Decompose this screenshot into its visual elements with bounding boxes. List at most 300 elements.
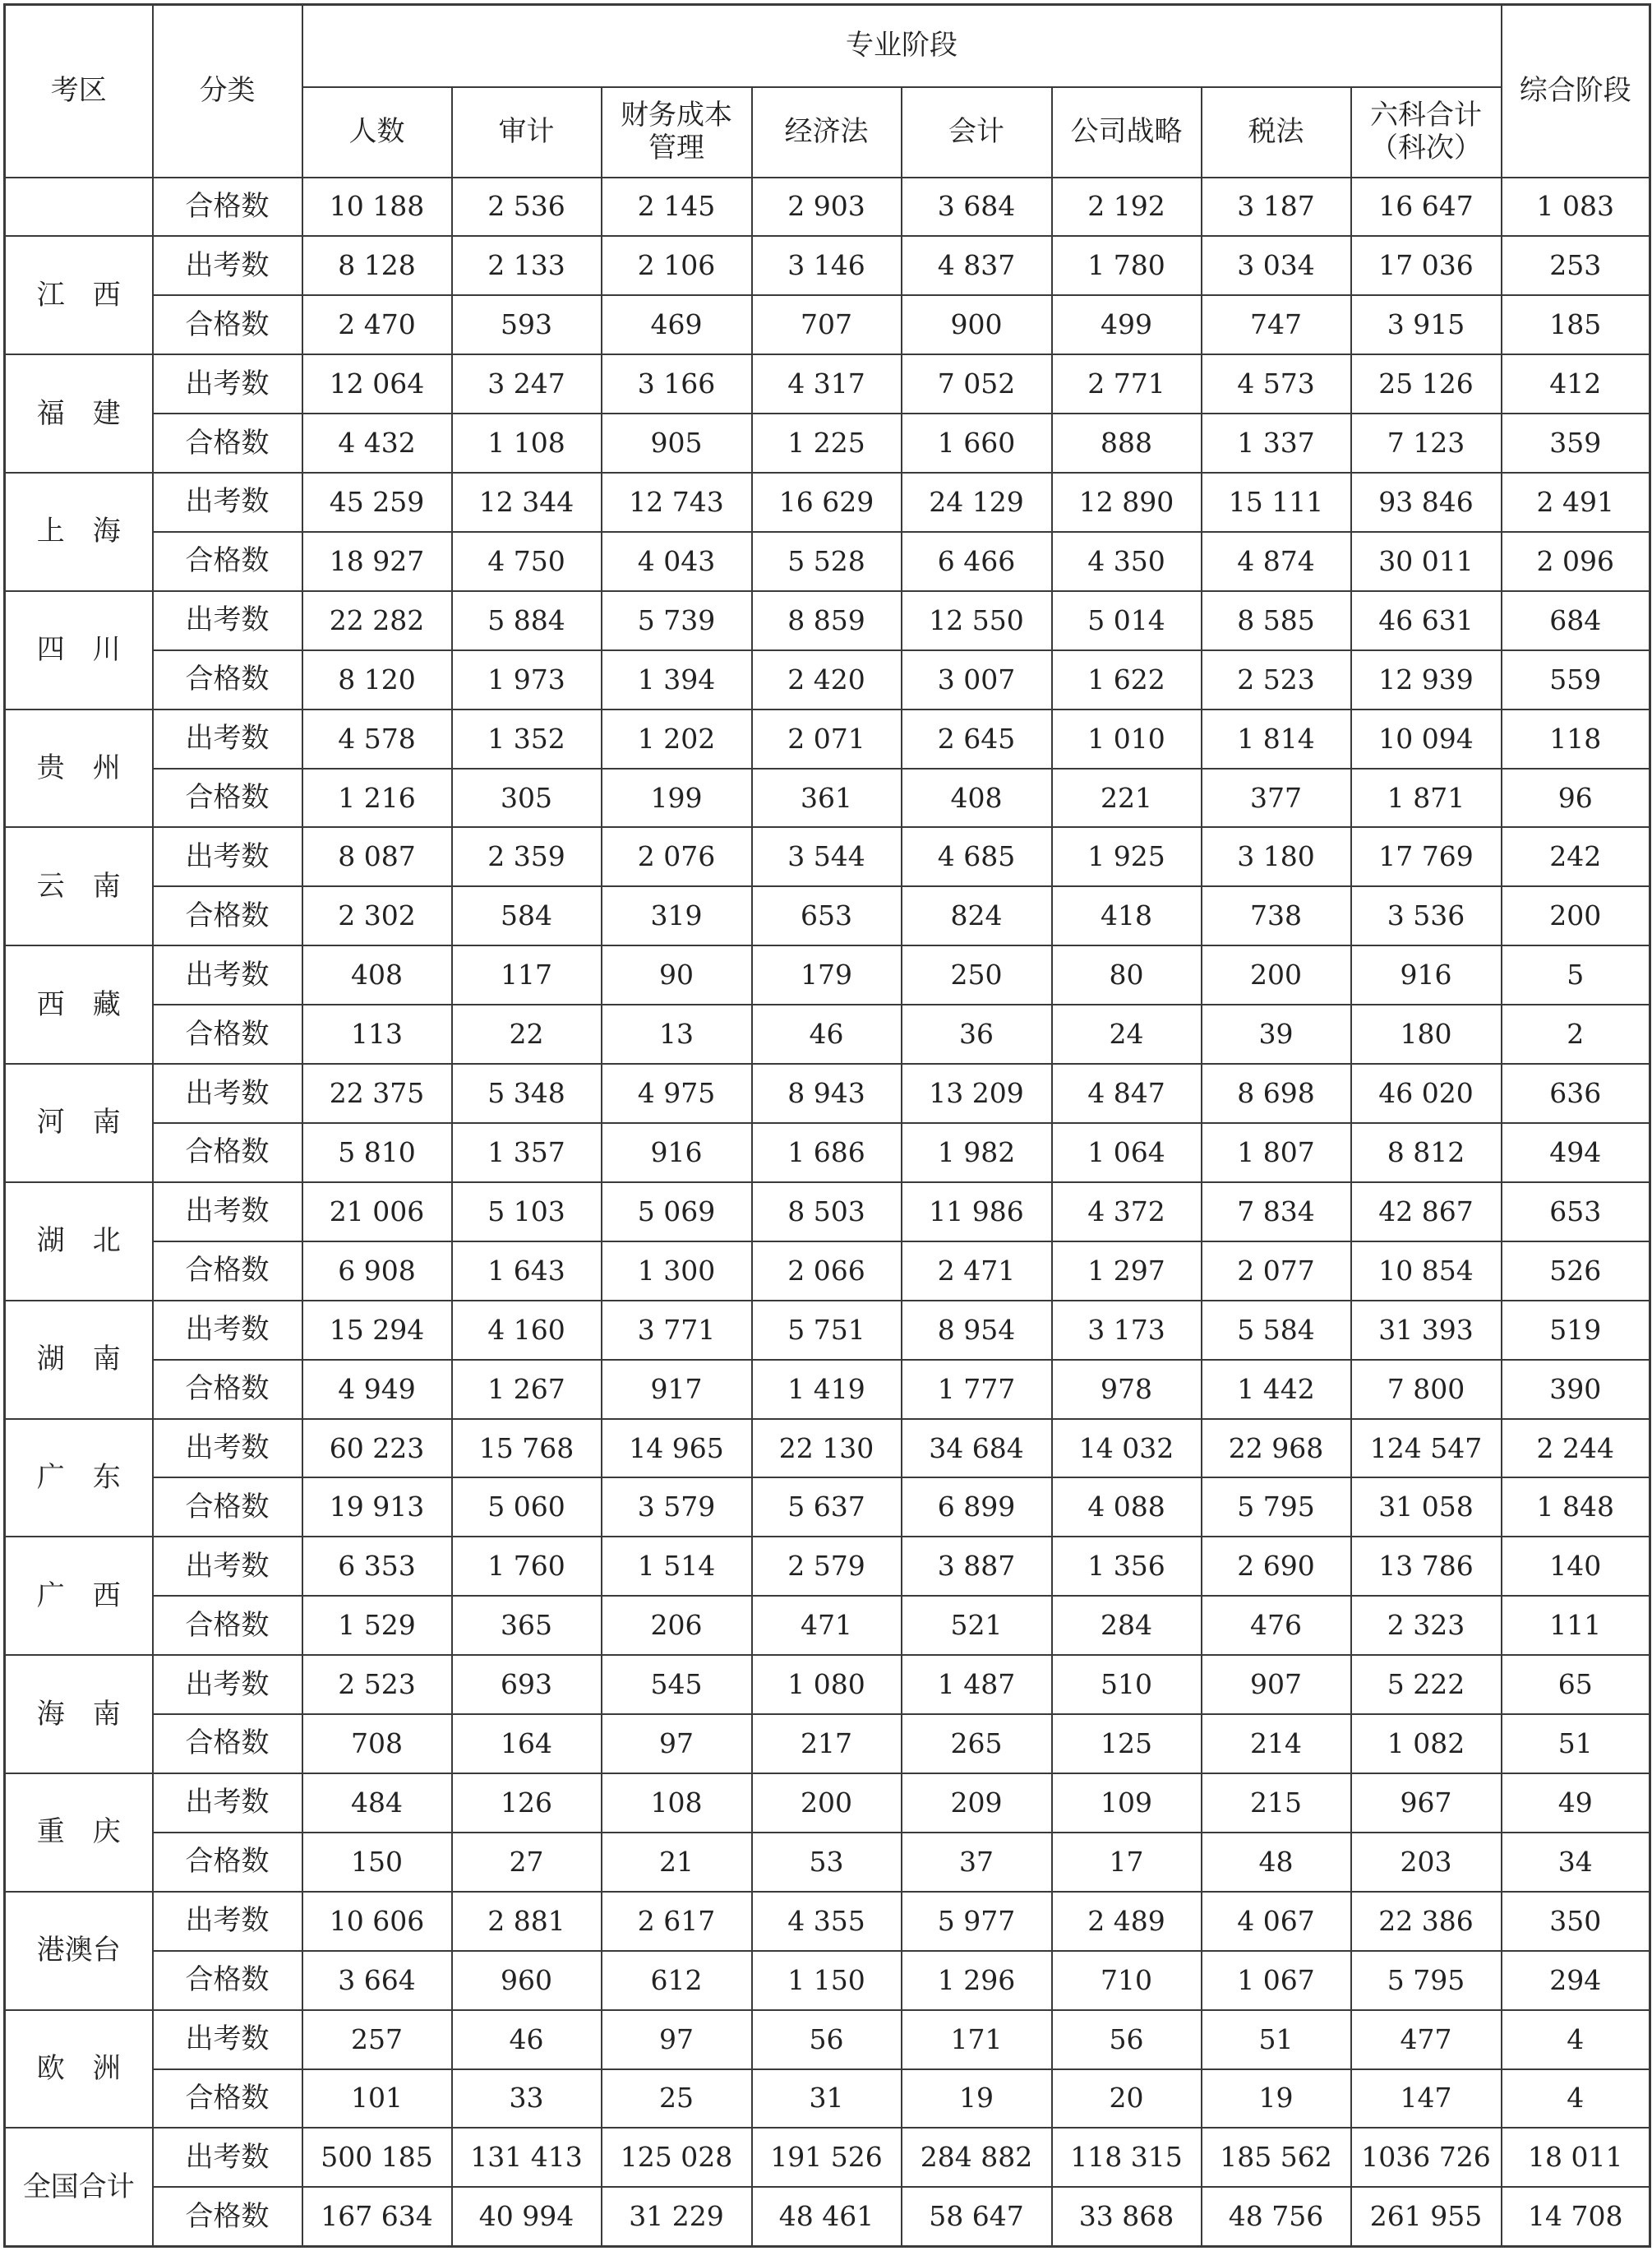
value-cell: 2 420 [752, 650, 902, 710]
table-row [5, 1301, 1650, 1360]
value-cell: 499 [1052, 295, 1202, 354]
column-header: 人数 [302, 87, 452, 178]
value-cell: 140 [1502, 1537, 1650, 1596]
value-cell: 42 867 [1351, 1182, 1502, 1241]
value-cell: 1 871 [1351, 769, 1502, 828]
value-cell: 33 [452, 2069, 602, 2129]
region-cell: 广 西 [5, 1537, 153, 1655]
value-cell: 250 [902, 945, 1052, 1005]
value-cell: 5 795 [1351, 1951, 1502, 2010]
value-cell: 261 955 [1351, 2187, 1502, 2246]
value-cell: 15 768 [452, 1419, 602, 1478]
region-cell: 福 建 [5, 354, 153, 473]
category-cell: 合格数 [153, 178, 302, 237]
category-cell: 出考数 [153, 236, 302, 295]
value-cell: 1 529 [302, 1596, 452, 1655]
value-cell: 978 [1052, 1360, 1202, 1419]
value-cell: 37 [902, 1833, 1052, 1892]
value-cell: 8 943 [752, 1064, 902, 1123]
column-header: 财务成本 管理 [602, 87, 752, 178]
category-cell: 合格数 [153, 295, 302, 354]
value-cell: 16 647 [1351, 178, 1502, 237]
value-cell: 209 [902, 1773, 1052, 1833]
value-cell: 905 [602, 414, 752, 473]
value-cell: 3 536 [1351, 886, 1502, 945]
table-row [5, 1477, 1650, 1537]
value-cell: 738 [1202, 886, 1351, 945]
column-header: 六科合计 （科次） [1351, 87, 1502, 178]
value-cell: 46 631 [1351, 591, 1502, 650]
value-cell: 5 795 [1202, 1477, 1351, 1537]
value-cell: 2 617 [602, 1892, 752, 1951]
value-cell: 19 913 [302, 1477, 452, 1537]
value-cell: 13 [602, 1005, 752, 1064]
region-cell: 海 南 [5, 1655, 153, 1773]
value-cell: 2 [1502, 1005, 1650, 1064]
value-cell: 888 [1052, 414, 1202, 473]
value-cell: 118 [1502, 710, 1650, 769]
value-cell: 4 949 [302, 1360, 452, 1419]
value-cell: 30 011 [1351, 532, 1502, 591]
category-cell: 出考数 [153, 2010, 302, 2069]
value-cell: 1 777 [902, 1360, 1052, 1419]
value-cell: 907 [1202, 1655, 1351, 1714]
value-cell: 4 847 [1052, 1064, 1202, 1123]
value-cell: 6 908 [302, 1241, 452, 1301]
value-cell: 1 487 [902, 1655, 1052, 1714]
value-cell: 46 [752, 1005, 902, 1064]
value-cell: 4 975 [602, 1064, 752, 1123]
category-cell: 出考数 [153, 710, 302, 769]
value-cell: 24 129 [902, 473, 1052, 532]
value-cell: 17 036 [1351, 236, 1502, 295]
table-row [5, 945, 1650, 1005]
value-cell: 39 [1202, 1005, 1351, 1064]
value-cell: 18 011 [1502, 2128, 1650, 2187]
value-cell: 253 [1502, 236, 1650, 295]
table-row [5, 1537, 1650, 1596]
value-cell: 5 884 [452, 591, 602, 650]
category-cell: 合格数 [153, 414, 302, 473]
value-cell: 3 544 [752, 827, 902, 886]
value-cell: 471 [752, 1596, 902, 1655]
category-cell: 出考数 [153, 1419, 302, 1478]
value-cell: 5 014 [1052, 591, 1202, 650]
value-cell: 150 [302, 1833, 452, 1892]
value-cell: 22 375 [302, 1064, 452, 1123]
category-cell: 合格数 [153, 886, 302, 945]
value-cell: 3 247 [452, 354, 602, 414]
value-cell: 710 [1052, 1951, 1202, 2010]
table-row [5, 1596, 1650, 1655]
value-cell: 1 622 [1052, 650, 1202, 710]
value-cell: 31 229 [602, 2187, 752, 2246]
table-row [5, 532, 1650, 591]
value-cell: 171 [902, 2010, 1052, 2069]
value-cell: 1 807 [1202, 1123, 1351, 1182]
value-cell: 12 064 [302, 354, 452, 414]
value-cell: 108 [602, 1773, 752, 1833]
value-cell: 916 [602, 1123, 752, 1182]
category-cell: 合格数 [153, 1951, 302, 2010]
value-cell: 7 834 [1202, 1182, 1351, 1241]
value-cell: 5 637 [752, 1477, 902, 1537]
value-cell: 1 925 [1052, 827, 1202, 886]
value-cell: 684 [1502, 591, 1650, 650]
region-cell: 欧 洲 [5, 2010, 153, 2129]
value-cell: 1 300 [602, 1241, 752, 1301]
value-cell: 593 [452, 295, 602, 354]
table-row [5, 769, 1650, 828]
region-cell: 贵 州 [5, 710, 153, 828]
value-cell: 1 660 [902, 414, 1052, 473]
value-cell: 4 750 [452, 532, 602, 591]
value-cell: 2 192 [1052, 178, 1202, 237]
category-cell: 出考数 [153, 1773, 302, 1833]
value-cell: 101 [302, 2069, 452, 2129]
column-header: 会计 [902, 87, 1052, 178]
value-cell: 2 489 [1052, 1892, 1202, 1951]
value-cell: 365 [452, 1596, 602, 1655]
category-cell: 出考数 [153, 1892, 302, 1951]
region-cell: 江 西 [5, 236, 153, 354]
table-row [5, 1892, 1650, 1951]
value-cell: 2 145 [602, 178, 752, 237]
value-cell: 7 800 [1351, 1360, 1502, 1419]
value-cell: 185 562 [1202, 2128, 1351, 2187]
value-cell: 2 523 [1202, 650, 1351, 710]
value-cell: 199 [602, 769, 752, 828]
region-cell: 重 庆 [5, 1773, 153, 1892]
table-row [5, 650, 1650, 710]
value-cell: 3 034 [1202, 236, 1351, 295]
value-cell: 4 350 [1052, 532, 1202, 591]
value-cell: 3 771 [602, 1301, 752, 1360]
value-cell: 7 052 [902, 354, 1052, 414]
value-cell: 1036 726 [1351, 2128, 1502, 2187]
value-cell: 510 [1052, 1655, 1202, 1714]
value-cell: 5 739 [602, 591, 752, 650]
header-comprehensive-stage: 综合阶段 [1502, 5, 1650, 178]
category-cell: 出考数 [153, 354, 302, 414]
value-cell: 118 315 [1052, 2128, 1202, 2187]
value-cell: 5 810 [302, 1123, 452, 1182]
value-cell: 2 881 [452, 1892, 602, 1951]
category-cell: 合格数 [153, 1005, 302, 1064]
category-cell: 出考数 [153, 1301, 302, 1360]
value-cell: 8 120 [302, 650, 452, 710]
value-cell: 418 [1052, 886, 1202, 945]
value-cell: 521 [902, 1596, 1052, 1655]
value-cell: 200 [752, 1773, 902, 1833]
value-cell: 2 536 [452, 178, 602, 237]
table-row [5, 1182, 1650, 1241]
value-cell: 4 088 [1052, 1477, 1202, 1537]
value-cell: 1 848 [1502, 1477, 1650, 1537]
value-cell: 3 146 [752, 236, 902, 295]
value-cell: 4 685 [902, 827, 1052, 886]
region-cell: 湖 北 [5, 1182, 153, 1301]
value-cell: 584 [452, 886, 602, 945]
value-cell: 53 [752, 1833, 902, 1892]
value-cell: 97 [602, 2010, 752, 2069]
table-row [5, 1064, 1650, 1123]
table-row [5, 1773, 1650, 1833]
value-cell: 5 751 [752, 1301, 902, 1360]
value-cell: 10 094 [1351, 710, 1502, 769]
value-cell: 1 419 [752, 1360, 902, 1419]
value-cell: 25 126 [1351, 354, 1502, 414]
value-cell: 1 064 [1052, 1123, 1202, 1182]
value-cell: 206 [602, 1596, 752, 1655]
value-cell: 408 [302, 945, 452, 1005]
value-cell: 125 [1052, 1714, 1202, 1773]
value-cell: 319 [602, 886, 752, 945]
category-cell: 合格数 [153, 1833, 302, 1892]
value-cell: 13 786 [1351, 1537, 1502, 1596]
value-cell: 8 087 [302, 827, 452, 886]
value-cell: 242 [1502, 827, 1650, 886]
value-cell: 1 686 [752, 1123, 902, 1182]
value-cell: 14 032 [1052, 1419, 1202, 1478]
value-cell: 284 [1052, 1596, 1202, 1655]
value-cell: 16 629 [752, 473, 902, 532]
region-cell: 港澳台 [5, 1892, 153, 2010]
value-cell: 545 [602, 1655, 752, 1714]
value-cell: 3 664 [302, 1951, 452, 2010]
category-cell: 合格数 [153, 1477, 302, 1537]
value-cell: 19 [902, 2069, 1052, 2129]
value-cell: 147 [1351, 2069, 1502, 2129]
value-cell: 33 868 [1052, 2187, 1202, 2246]
value-cell: 27 [452, 1833, 602, 1892]
value-cell: 3 166 [602, 354, 752, 414]
category-cell: 合格数 [153, 2069, 302, 2129]
value-cell: 125 028 [602, 2128, 752, 2187]
table-row [5, 2187, 1650, 2246]
value-cell: 412 [1502, 354, 1650, 414]
value-cell: 2 106 [602, 236, 752, 295]
value-cell: 164 [452, 1714, 602, 1773]
value-cell: 65 [1502, 1655, 1650, 1714]
value-cell: 476 [1202, 1596, 1351, 1655]
value-cell: 179 [752, 945, 902, 1005]
value-cell: 221 [1052, 769, 1202, 828]
value-cell: 22 130 [752, 1419, 902, 1478]
category-cell: 合格数 [153, 1360, 302, 1419]
value-cell: 1 010 [1052, 710, 1202, 769]
value-cell: 1 356 [1052, 1537, 1202, 1596]
value-cell: 305 [452, 769, 602, 828]
table-row [5, 1833, 1650, 1892]
value-cell: 2 359 [452, 827, 602, 886]
value-cell: 2 645 [902, 710, 1052, 769]
value-cell: 3 007 [902, 650, 1052, 710]
value-cell: 215 [1202, 1773, 1351, 1833]
column-header: 经济法 [752, 87, 902, 178]
value-cell: 747 [1202, 295, 1351, 354]
table-row [5, 354, 1650, 414]
table-row [5, 1655, 1650, 1714]
value-cell: 200 [1502, 886, 1650, 945]
value-cell: 2 470 [302, 295, 452, 354]
value-cell: 12 550 [902, 591, 1052, 650]
value-cell: 185 [1502, 295, 1650, 354]
value-cell: 3 684 [902, 178, 1052, 237]
value-cell: 3 915 [1351, 295, 1502, 354]
value-cell: 4 837 [902, 236, 1052, 295]
value-cell: 31 058 [1351, 1477, 1502, 1537]
value-cell: 284 882 [902, 2128, 1052, 2187]
value-cell: 8 859 [752, 591, 902, 650]
region-cell: 西 藏 [5, 945, 153, 1064]
value-cell: 4 [1502, 2069, 1650, 2129]
region-cell: 四 川 [5, 591, 153, 710]
value-cell: 5 348 [452, 1064, 602, 1123]
value-cell: 1 225 [752, 414, 902, 473]
table-row [5, 473, 1650, 532]
region-cell: 上 海 [5, 473, 153, 591]
value-cell: 484 [302, 1773, 452, 1833]
category-cell: 合格数 [153, 1123, 302, 1182]
value-cell: 214 [1202, 1714, 1351, 1773]
value-cell: 113 [302, 1005, 452, 1064]
value-cell: 111 [1502, 1596, 1650, 1655]
value-cell: 180 [1351, 1005, 1502, 1064]
value-cell: 126 [452, 1773, 602, 1833]
value-cell: 2 690 [1202, 1537, 1351, 1596]
value-cell: 900 [902, 295, 1052, 354]
value-cell: 960 [452, 1951, 602, 2010]
value-cell: 17 769 [1351, 827, 1502, 886]
table-row [5, 1951, 1650, 2010]
table-row [5, 2069, 1650, 2129]
value-cell: 5 222 [1351, 1655, 1502, 1714]
table-row [5, 886, 1650, 945]
value-cell: 1 643 [452, 1241, 602, 1301]
value-cell: 90 [602, 945, 752, 1005]
value-cell: 20 [1052, 2069, 1202, 2129]
value-cell: 17 [1052, 1833, 1202, 1892]
value-cell: 22 [452, 1005, 602, 1064]
value-cell: 167 634 [302, 2187, 452, 2246]
value-cell: 8 585 [1202, 591, 1351, 650]
value-cell: 4 160 [452, 1301, 602, 1360]
value-cell: 361 [752, 769, 902, 828]
table-row [5, 1005, 1650, 1064]
value-cell: 10 188 [302, 178, 452, 237]
region-cell [5, 178, 153, 237]
value-cell: 4 432 [302, 414, 452, 473]
header-professional-stage: 专业阶段 [302, 5, 1502, 87]
value-cell: 612 [602, 1951, 752, 2010]
value-cell: 2 771 [1052, 354, 1202, 414]
value-cell: 56 [752, 2010, 902, 2069]
value-cell: 1 296 [902, 1951, 1052, 2010]
value-cell: 15 111 [1202, 473, 1351, 532]
value-cell: 359 [1502, 414, 1650, 473]
value-cell: 6 466 [902, 532, 1052, 591]
value-cell: 5 060 [452, 1477, 602, 1537]
value-cell: 96 [1502, 769, 1650, 828]
value-cell: 5 [1502, 945, 1650, 1005]
category-cell: 合格数 [153, 1596, 302, 1655]
value-cell: 2 066 [752, 1241, 902, 1301]
value-cell: 1 514 [602, 1537, 752, 1596]
value-cell: 21 [602, 1833, 752, 1892]
value-cell: 1 297 [1052, 1241, 1202, 1301]
category-cell: 出考数 [153, 2128, 302, 2187]
table-row [5, 827, 1650, 886]
value-cell: 2 523 [302, 1655, 452, 1714]
value-cell: 4 874 [1202, 532, 1351, 591]
value-cell: 14 965 [602, 1419, 752, 1478]
value-cell: 1 267 [452, 1360, 602, 1419]
value-cell: 203 [1351, 1833, 1502, 1892]
value-cell: 2 076 [602, 827, 752, 886]
value-cell: 31 393 [1351, 1301, 1502, 1360]
value-cell: 10 854 [1351, 1241, 1502, 1301]
table-row [5, 236, 1650, 295]
value-cell: 8 812 [1351, 1123, 1502, 1182]
value-cell: 265 [902, 1714, 1052, 1773]
value-cell: 1 067 [1202, 1951, 1351, 2010]
category-cell: 合格数 [153, 1241, 302, 1301]
category-cell: 出考数 [153, 1064, 302, 1123]
value-cell: 12 939 [1351, 650, 1502, 710]
value-cell: 40 994 [452, 2187, 602, 2246]
value-cell: 1 202 [602, 710, 752, 769]
value-cell: 124 547 [1351, 1419, 1502, 1478]
category-cell: 出考数 [153, 591, 302, 650]
value-cell: 46 [452, 2010, 602, 2069]
value-cell: 8 698 [1202, 1064, 1351, 1123]
category-cell: 合格数 [153, 1714, 302, 1773]
value-cell: 5 977 [902, 1892, 1052, 1951]
value-cell: 36 [902, 1005, 1052, 1064]
value-cell: 2 491 [1502, 473, 1650, 532]
region-cell: 云 南 [5, 827, 153, 945]
value-cell: 350 [1502, 1892, 1650, 1951]
value-cell: 4 317 [752, 354, 902, 414]
table-row [5, 2128, 1650, 2187]
value-cell: 5 528 [752, 532, 902, 591]
region-cell: 湖 南 [5, 1301, 153, 1419]
category-cell: 合格数 [153, 769, 302, 828]
value-cell: 12 890 [1052, 473, 1202, 532]
value-cell: 526 [1502, 1241, 1650, 1301]
value-cell: 1 352 [452, 710, 602, 769]
value-cell: 49 [1502, 1773, 1650, 1833]
value-cell: 12 344 [452, 473, 602, 532]
value-cell: 3 180 [1202, 827, 1351, 886]
table-row [5, 1714, 1650, 1773]
column-header: 税法 [1202, 87, 1351, 178]
value-cell: 708 [302, 1714, 452, 1773]
value-cell: 217 [752, 1714, 902, 1773]
value-cell: 559 [1502, 650, 1650, 710]
value-cell: 1 982 [902, 1123, 1052, 1182]
value-cell: 4 372 [1052, 1182, 1202, 1241]
table-row [5, 1123, 1650, 1182]
value-cell: 2 579 [752, 1537, 902, 1596]
table-row [5, 178, 1650, 237]
value-cell: 11 986 [902, 1182, 1052, 1241]
category-cell: 出考数 [153, 1537, 302, 1596]
category-cell: 合格数 [153, 650, 302, 710]
value-cell: 824 [902, 886, 1052, 945]
value-cell: 1 080 [752, 1655, 902, 1714]
